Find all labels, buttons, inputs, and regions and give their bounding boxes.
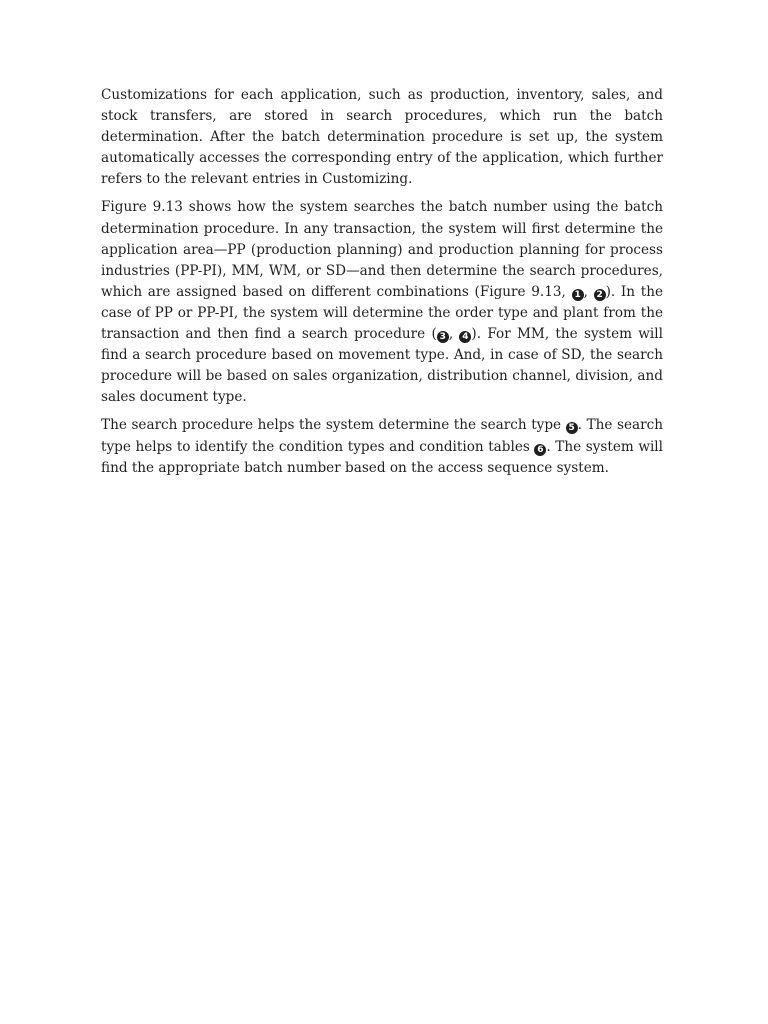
paragraph-1 <box>101 85 663 190</box>
callout-marker-5: 5 <box>566 422 578 434</box>
callout-marker-3: 3 <box>437 331 449 343</box>
paragraph-2-text-part-3: ). For MM, the system will find a search procedure based on movement type. And, in case of SD, the search procedure will be based on sales organization, distribution channel, division, and sales document type. <box>101 326 663 406</box>
paragraph-3-text-part-3: . The system will find the appropriate batch number based on the access sequence system. <box>101 438 663 476</box>
paragraph-2 <box>101 197 663 408</box>
callout-marker-6: 6 <box>534 444 546 456</box>
paragraph-3-text-part-1: The search procedure helps the system determine the search type <box>101 417 566 434</box>
paragraph-3-text-part-2: . The search type helps to identify the condition types and condition tables <box>101 417 663 455</box>
callout-marker-1: 1 <box>572 289 584 301</box>
paragraph-2-text-part-2: ). In the case of PP or PP-PI, the system will determine the order type and plant from the transaction and then find a search procedure ( <box>101 283 663 343</box>
paragraph-3 <box>101 415 663 478</box>
callout-marker-2: 2 <box>594 289 606 301</box>
callout-marker-4: 4 <box>459 331 471 343</box>
paragraph-2-text-part-1: Figure 9.13 shows how the system searches the batch number using the batch determination procedure. In any transaction, the system will first determine the application area—PP (production planning) and production planning for process industries (PP-PI), MM, WM, or SD—and then determine the search procedures, which are assigned based on different combinations (Figure 9.13, <box>101 199 663 300</box>
paragraph-1-text: Customizations for each application, such as production, inventory, sales, and stock transfers, are stored in search procedures, which run the batch determination. After the batch determination procedure is set up, the system automatically accesses the corresponding entry of the application, which further refers to the relevant entries in Customizing. <box>101 87 663 188</box>
document-page <box>101 85 663 486</box>
paragraph-2-separator-1: , <box>583 283 594 300</box>
paragraph-2-separator-2: , <box>448 326 460 343</box>
